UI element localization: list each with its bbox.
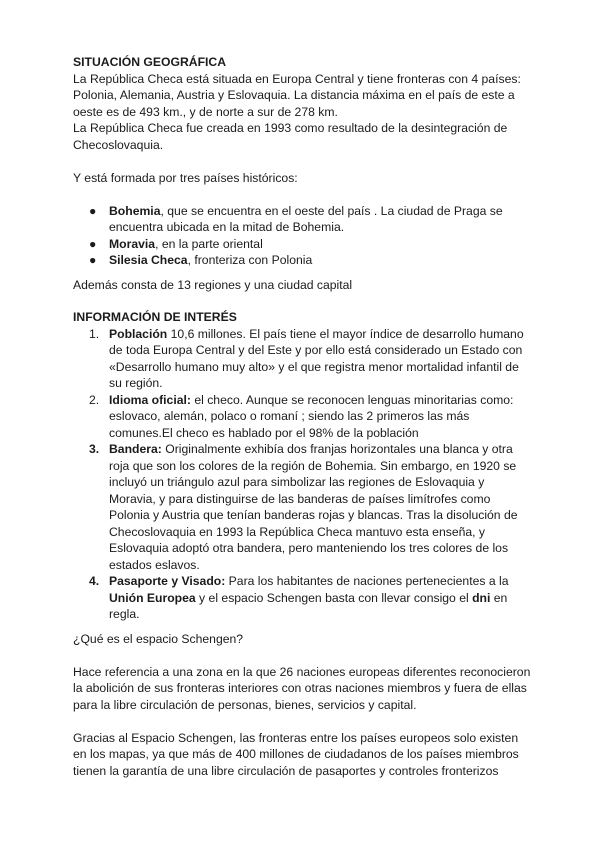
bullet-icon: ● <box>89 203 97 218</box>
bullet-icon: ● <box>89 236 97 251</box>
info-list <box>73 326 533 623</box>
item-text: en regla. <box>109 590 508 621</box>
item-label: Pasaporte y Visado: <box>109 574 226 588</box>
paragraph-schengen-benefits: Gracias al Espacio Schengen, las fronteras entre los países europeos solo existen en los mapas, ya que más de 400 millones de ciudadanos de los países miembros tienen la garantía de una libre circulación de pasaportes y controles fronterizos <box>73 730 519 778</box>
item-label: Población <box>109 326 168 341</box>
region-name: Bohemia <box>109 203 161 218</box>
section-title-info: INFORMACIÓN DE INTERÉS <box>73 310 237 324</box>
list-item-flag <box>89 441 533 573</box>
item-label: Idioma oficial: <box>109 392 191 407</box>
bullet-icon: ● <box>89 253 97 267</box>
paragraph-creation: La República Checa fue creada en 1993 como resultado de la desintegración de Checoslovaquia. <box>73 121 508 152</box>
region-description: , fronteriza con Polonia <box>187 253 313 267</box>
paragraph-location: La República Checa está situada en Europa Central y tiene fronteras con 4 países: Polonia, Alemania, Austria y Eslovaquia. La distancia máxima en el país de este a oeste es de 493 km., y de norte a sur de 278 km. <box>73 71 521 119</box>
region-name: Silesia Checa <box>109 253 188 267</box>
item-text: Para los habitantes de naciones pertenecientes a la <box>225 574 509 588</box>
list-item <box>89 203 533 236</box>
item-text: y el espacio Schengen basta con llevar consigo el <box>195 590 473 605</box>
paragraph-regions-count: Además consta de 13 regiones y una ciudad capital <box>73 277 353 292</box>
list-number: 1. <box>89 326 100 341</box>
list-number: 2. <box>89 392 100 407</box>
paragraph-historic-intro: Y está formada por tres países históricos: <box>73 170 298 185</box>
list-number: 4. <box>89 574 100 588</box>
item-text: el checo. Aunque se reconocen lenguas minoritarias como: eslovaco, alemán, polaco o romaní ; siendo las 2 primeros las más comunes.El checo es hablado por el 98% de la población <box>109 392 514 440</box>
item-text: 10,6 millones. El país tiene el mayor índice de desarrollo humano de toda Europa Central y del Este y por ello está considerado un Estado con «Desarrollo humano muy alto» y el que registra menor mortalidad infantil de su región. <box>109 326 524 390</box>
list-item-population <box>89 326 533 392</box>
item-label: Bandera: <box>109 442 162 456</box>
item-bold-eu: Unión Europea <box>109 590 196 605</box>
section-title-geography: SITUACIÓN GEOGRÁFICA <box>73 55 227 69</box>
list-item <box>89 236 533 253</box>
region-name: Moravia <box>109 236 156 251</box>
item-bold-dni: dni <box>472 590 491 605</box>
item-text: Originalmente exhibía dos franjas horizontales una blanca y otra roja que son los colores de la región de Bohemia. Sin embargo, en 1920 se incluyó un triángulo azul para simbolizar las regiones de Eslovaquia y Moravia, y para distinguirse de las banderas de países limítrofes como Polonia y Austria que tenían banderas rojas y blancas. Tras la disolución de Checoslovaquia en 1993 la República Checa mantuvo esta enseña, y Eslovaquia adoptó otra bandera, pero manteniendo los tres colores de los estados eslavos. <box>109 442 518 572</box>
list-item-passport <box>89 573 533 623</box>
paragraph-schengen-definition: Hace referencia a una zona en la que 26 naciones europeas diferentes reconocieron la abolición de sus fronteras interiores con otras naciones miembros y fuera de ellas para la libre circulación de personas, bienes, servicios y capital. <box>73 664 531 712</box>
list-item <box>89 252 533 269</box>
list-number: 3. <box>89 442 100 456</box>
historic-regions-list <box>73 203 533 269</box>
list-item-language <box>89 392 533 442</box>
schengen-question: ¿Qué es el espacio Schengen? <box>73 631 244 646</box>
document-page <box>73 54 533 779</box>
region-description: , que se encuentra en el oeste del país . La ciudad de Praga se encuentra ubicada en la mitad de Bohemia. <box>109 203 503 234</box>
region-description: , en la parte oriental <box>155 236 263 251</box>
